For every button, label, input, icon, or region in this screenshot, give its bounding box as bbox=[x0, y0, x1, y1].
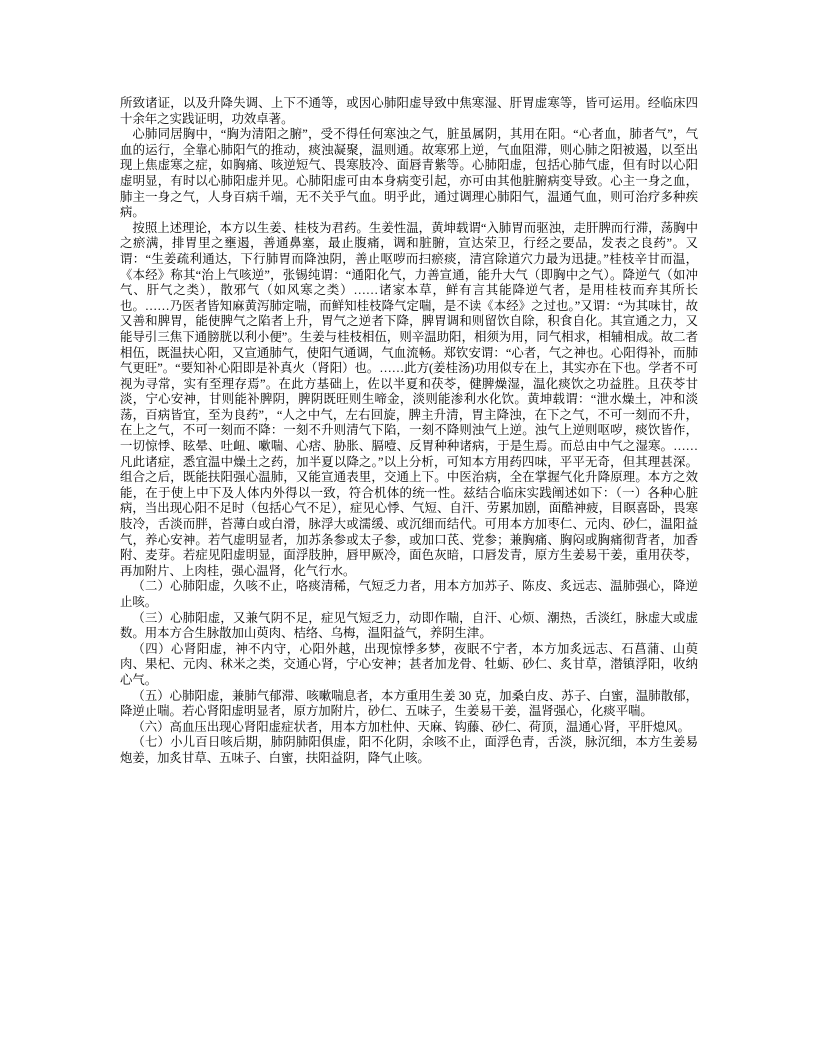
paragraph-clinical-item-7: （七）小儿百日咳后期，肺阴肺阳俱虚，阳不化阴，余咳不止，面浮色青，舌淡，脉沉细，本方生姜易炮姜，加炙甘草、五味子、白蜜，扶阳益阴，降气止咳。 bbox=[120, 735, 698, 765]
paragraph-formula-analysis: 按照上述理论，本方以生姜、桂枝为君药。生姜性温，黄坤载谓“入肺胃而驱浊，走肝脾而行滞，荡胸中之瘀满，排胃里之壅遏，善通鼻塞，最止腹痛，调和脏腑，宣达荣卫，行经之要品，发表之良药”。又谓：“生姜疏利通达，下行肺胃而降浊阴，善止呕哕而扫瘀痰，清宫除道穴力最为迅捷。”桂枝辛甘而温，《本经》称其“治上气咳逆”，张锡纯谓：“通阳化气，力善宣通，能升大气（即胸中之气）。降逆气（如冲气、肝气之类），散邪气（如风寒之类）……诸家本草，鲜有言其能降逆气者，是用桂枝而弃其所长也。……乃医者皆知麻黄泻肺定喘，而鲜知桂枝降气定喘，是不读《本经》之过也。”又谓：“为其味甘，故又善和脾胃，能使脾气之陷者上升，胃气之逆者下降，脾胃调和则留饮自除，积食自化。其宣通之力，又能导引三焦下通膀胱以利小便”。生姜与桂枝相伍，则辛温助阳，相须为用，同气相求，相辅相成。故二者相伍，既温扶心阳，又宣通肺气，使阳气通调，气血流畅。郑钦安谓：“心者，气之神也。心阳得补，而肺气更旺”。“要知补心阳即是补真火（肾阳）也。……此方(姜桂汤)功用似专在上，其实亦在下也。学者不可视为寻常，实有至理存焉”。在此方基础上，佐以半夏和茯苓，健脾燥湿，温化痰饮之功益胜。且茯苓甘淡，宁心安神，甘则能补脾阴，脾阴既旺则生啼金，淡则能渗利水化饮。黄坤载谓：“泄水燥土，冲和淡荡，百病皆宜，至为良药”，“人之中气，左右回旋，脾主升清，胃主降浊，在下之气，不可一刻而不升，在上之气，不可一刻而不降：一刻不升则清气下陷，一刻不降则浊气上逆。浊气上逆则呕哕，痰饮皆作，一切惊悸、眩晕、吐衄、嗽喘、心痞、胁胀、膈噎、反胃种种诸病，于是生焉。而总由中气之湿寒。……凡此诸症，悉宜温中燥土之药，加半夏以降之。”以上分析，可知本方用药四味，平平无奇，但其理甚深。组合之后，既能扶阳强心温肺，又能宣通表里，交通上下。中医治病，全在掌握气化升降原理。本方之效能，在于使上中下及人体内外得以一致，符合机体的统一性。兹结合临床实践阐述如下：（一）各种心脏病，当出现心阳不足时（包括心气不足），症见心悸、气短、自汗、劳累加剧，面酷神疲，目瞑喜卧，畏寒肢冷，舌淡而胖，苔薄白或白滑，脉浮大或濡缓、或沉细而结代。可用本方加枣仁、元肉、砂仁，温阳益气，养心安神。若气虚明显者，加苏条参或太子参，或加口芪、党参；兼胸痛、胸闷或胸痛彻背者，加香附、麦芽。若症见阳虚明显，面浮肢肿，唇甲厥冷，面色灰暗，口唇发青，原方生姜易干姜，重用茯苓，再加附片、上肉桂，强心温肾，化气行水。 bbox=[120, 220, 698, 578]
paragraph-clinical-item-5: （五）心肺阳虚，兼肺气郁滞、咳嗽喘息者，本方重用生姜 30 克，加桑白皮、苏子、白蜜，温肺散郁，降逆止喘。若心肾阳虚明显者，原方加附片，砂仁、五味子，生姜易干姜，温肾强心，化痰平喘。 bbox=[120, 688, 698, 719]
paragraph-clinical-item-2: （二）心肺阳虚，久咳不止，咯痰清稀，气短乏力者，用本方加苏子、陈皮、炙远志、温肺强心，降逆止咳。 bbox=[120, 579, 698, 609]
paragraph-clinical-item-6: （六）高血压出现心肾阳虚症状者，用本方加杜仲、天麻、钩藤、砂仁、荷顶，温通心肾，平肝熄风。 bbox=[132, 719, 690, 734]
paragraph-clinical-item-4: （四）心肾阳虚，神不内守，心阳外越，出现惊悸多梦，夜眠不宁者，本方加炙远志、石菖蒲、山萸肉、果杞、元肉、秫米之类，交通心肾，宁心安神；甚者加龙骨、牡蛎、砂仁、炙甘草，潜镇浮阳，收纳心气。 bbox=[120, 641, 698, 687]
paragraph-heart-lung-theory: 心肺同居胸中，“胸为清阳之腑”，受不得任何寒浊之气，脏虽属阴，其用在阳。“心者血，肺者气”，气血的运行，全靠心肺阳气的推动，痰浊凝聚，温则通。故寒邪上逆，气血阻滞，则心肺之阳被遏，以至出现上焦虚寒之症，如胸痛、咳逆短气、畏寒肢冷、面唇青紫等。心肺阳虚，包括心肺气虚，但有时以心阳虚明显，有时以心肺阳虚并见。心肺阳虚可由本身病变引起，亦可由其他脏腑病变导致。心主一身之血，肺主一身之气，人身百病千端，无不关乎气血。明乎此，通过调理心肺阳气，温通气血，则可治疗多种疾病。 bbox=[120, 127, 698, 220]
document-body bbox=[120, 96, 698, 767]
paragraph-clinical-item-3: （三）心肺阳虚，又兼气阴不足，症见气短乏力，动即作喘，自汗、心烦、潮热，舌淡红，脉虚大或虚数。用本方合生脉散加山萸肉、桔络、乌梅，温阳益气，养阴生津。 bbox=[120, 610, 698, 641]
paragraph-continuation: 所致诸证，以及升降失调、上下不通等，或因心肺阳虚导致中焦寒湿、肝胃虚寒等，皆可运用。经临床四十余年之实践证明，功效卓著。 bbox=[120, 96, 698, 126]
